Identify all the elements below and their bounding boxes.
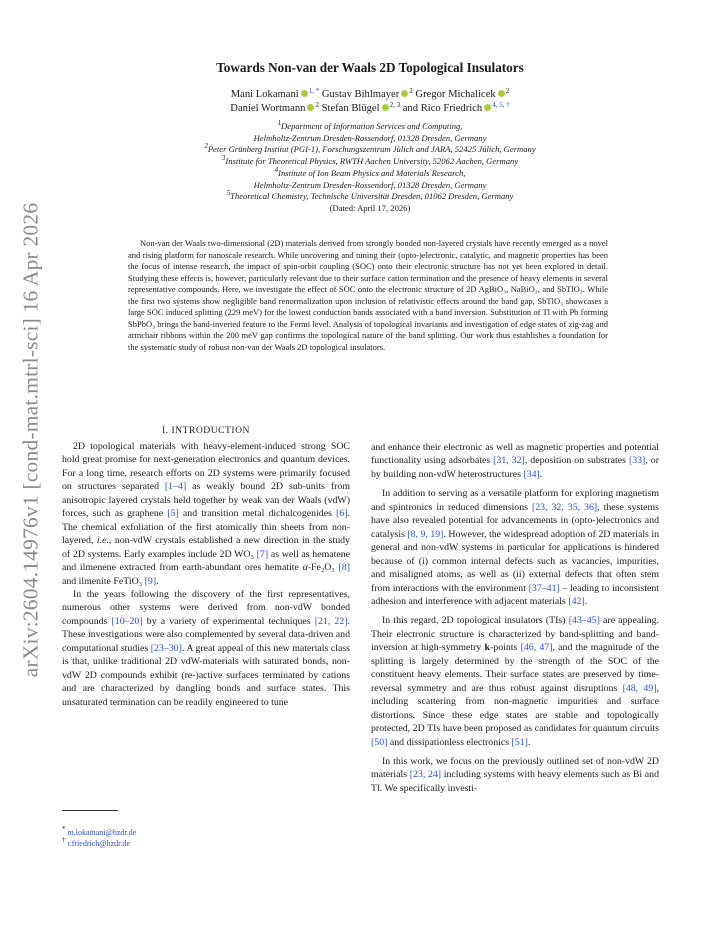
author-affiliation-mark: 2 [505,87,510,95]
affiliation-line: $^5$Theoretical Chemistry, Technische Universität Dresden, 01062 Dresden, Germany [226,189,514,202]
orcid-icon[interactable] [401,90,408,97]
citation-link[interactable]: [42] [568,595,585,607]
citation-link[interactable]: [34] [523,468,540,480]
paragraph: In this regard, 2D topological insulators (TIs) [43–45] are appealing. Their electronic structure is characterized by band-splitting and band-inversion at high-symmetry k-points [46, 47], and the magnitude of the splitting is largely determined by the strength of the SOC of the constituent heavy elements. Their surface states are preserved by time-reversal symmetry and are thus robust against disruptions [48, 49], including scattering from non-magnetic impurities and surface distortions. Since these edge states are stable and topologically protected, 2D TIs have been proposed as candidates for quantum circuits [50] and dissipationless electronics [51]. [371,615,660,748]
author-affiliation-mark: 2 [409,87,413,95]
orcid-icon[interactable] [382,104,389,111]
author-affiliation-mark: 2 [315,100,319,109]
citation-link[interactable]: [8] [338,562,350,574]
paper-title: Towards Non-van der Waals 2D Topological Insulators [216,60,524,75]
orcid-icon[interactable] [484,104,491,111]
arxiv-identifier: arXiv:2604.14976v1 [cond-mat.mtrl-sci] 16 Apr 2026 [18,202,43,678]
author-name: Rico Friedrich [420,102,483,114]
orcid-icon[interactable] [307,104,314,111]
citation-link[interactable]: [37–41] [528,582,560,594]
author-name: Stefan Blügel [321,102,380,114]
paragraph: In addition to serving as a versatile platform for exploring magnetism and spintronics in reduced dimensions [23, 32, 35, 36], these systems have also revealed potential for advancements in (opto-)electronics and catalysis [8, 9, 19]. However, the widespread adoption of 2D materials in general and non-vdW systems in particular for applications is hindered because of (i) common internal defects such as vacancies, impurities, and misaligned atoms, as well as (ii) external defects that often stem from interactions with the environment [37–41] – leading to inconsistent adhesion and interference with adjacent materials [42]. [371,488,660,607]
affiliation-list [80,121,660,215]
citation-link[interactable]: [50] [371,736,388,748]
citation-link[interactable]: [9] [144,575,157,587]
paragraph: In the years following the discovery of the first representatives, numerous other systems were derived from non-vdW bonded compounds [10–20] by a variety of experimental techniques [21, 22]. These investigations were also complemented by several data-driven and computational studies [23–30]. A great appeal of this new materials class is that, unlike traditional 2D vdW-materials with saturated bonds, non-vdW 2D compounds exhibit (re-)active surfaces terminated by cations and are characterized by dangling bonds and surface states. This unsaturated termination can be readily engineered to tune [62,588,351,708]
affiliation-line: Helmholtz-Zentrum Dresden-Rossendorf, 01328 Dresden, Germany [253,132,487,143]
citation-link[interactable]: [7] [256,548,269,560]
author-conjunction: and [402,102,419,114]
author-name: Daniel Wortmann [230,102,306,114]
affiliation-line: $^1$Department of Information Services and Computing, [277,119,463,131]
paragraph: and enhance their electronic as well as magnetic properties and potential functionality using adsorbates [31, 32], deposition on substrates [33], or by building non-vdW heterostructures [34]. [371,442,659,480]
footnote-rule [62,810,118,811]
author-list [80,88,660,115]
citation-link[interactable]: [46, 47] [520,642,553,654]
arxiv-sidebar-stamp [16,202,46,678]
citation-link[interactable]: [33] [628,455,646,467]
affiliation-line: $^3$Institute for Theoretical Physics, RWTH Aachen University, 52062 Aachen, Germany [221,154,519,167]
footnote-1: * m.lokamani@hzdr.de [62,825,137,837]
citation-link[interactable]: [21, 22] [314,615,348,627]
abstract: Non-van der Waals two-dimensional (2D) materials derived from strongly bonded non-layered crystals have recently emerged as a novel and rising platform for nanoscale research. While uncovering and tuning their (opto-)electronic, catalytic, and magnetic properties has been the focus of intense research, the impact of spin-orbit coupling (SOC) onto their electronic structure has not yet been explored in detail. Studying these effects is, however, particularly relevant due to their surface cation termination and the presence of heavy elements in several representative compounds. Here, we investigate the effect of SOC onto the electronic structure of 2D AgBiO₃, NaBiO₃, and SbTlO₃. While the first two systems show negligible band renormalization upon inclusion of relativistic effects around the band gap, SbTlO₃ showcases a large SOC induced splitting (229 meV) for the lowest conduction bands associated with a band inversion. Substitution of Tl with Pb forming SbPbO₃ brings the band-inverted feature to the Fermi level. Analysis of topological invariants and investigation of edge states of zig-zag and armchair ribbons within the 200 meV gap confirms the topological nature of the band splitting. Our work thus establishes a foundation for the systematic study of robust non-van der Waals 2D topological insulators. [128,238,608,352]
orcid-icon[interactable] [498,90,505,97]
affiliation-line: $^2$Peter Grünberg Institut (PGI-1), Forschungszentrum Jülich and JARA, 52425 Jülich, Germany [204,142,536,155]
citation-link[interactable]: [51] [511,736,528,748]
citation-link[interactable]: [10–20] [111,615,143,627]
citation-link[interactable]: [23–30] [150,642,182,654]
right-column [371,441,659,795]
author-name: Gregor Michalicek [415,89,496,100]
footnotes [62,827,136,849]
citation-link[interactable]: [1–4] [164,481,187,493]
email-link[interactable]: r.friedrich@hzdr.de [67,839,130,848]
affiliation-line: $^4$Institute of Ion Beam Physics and Materials Research, [274,165,466,178]
affiliation-line: Helmholtz-Zentrum Dresden-Rossendorf, 01328 Dresden, Germany [253,179,487,190]
citation-link[interactable]: [43–45] [568,615,600,627]
left-column [62,440,350,709]
citation-link[interactable]: [31, 32] [493,455,525,467]
citation-link[interactable]: [23, 32, 35, 36] [531,501,598,513]
author-name: Mani Lokamani [230,89,299,100]
author-name: Gustav Bihlmayer [321,89,400,100]
paragraph: 2D topological materials with heavy-element-induced strong SOC hold great promise for next-generation electronics and quantum devices. For a long time, research efforts on 2D systems were primarily focused on structures separated [1–4] as weakly bound 2D sub-units from anisotropic layered crystals held together by weak van der Waals (vdW) forces, such as graphene [5] and transition metal dichalcogenides [6]. The chemical exfoliation of the first atomically thin sheets from non-layered, i.e., non-vdW crystals established a new direction in the study of 2D systems. Early examples include 2D WO₃ [7] as well as hematene and ilmenene extracted from earth-abundant ores hematite α-Fe₂O₃ [8] and ilmenite FeTiO₃ [9]. [62,441,350,587]
dated-line: (Dated: April 17, 2026) [329,202,411,213]
orcid-icon[interactable] [301,90,308,97]
citation-link[interactable]: [6] [336,508,348,520]
section-heading-introduction: I. INTRODUCTION [162,425,250,436]
citation-link[interactable]: [48, 49] [622,682,657,694]
email-link[interactable]: m.lokamani@hzdr.de [67,828,137,837]
author-affiliation-mark: 2, 3 [389,100,401,109]
footnote-2: † r.friedrich@hzdr.de [62,836,130,848]
author-affiliation-mark[interactable]: 1, * [308,87,320,95]
citation-link[interactable]: [8, 9, 19] [407,528,444,540]
citation-link[interactable]: [5] [167,508,179,520]
paragraph: In this work, we focus on the previously outlined set of non-vdW 2D materials [23, 24] including systems with heavy elements such as Bi and Tl. We specifically investi- [371,755,659,794]
author-affiliation-mark[interactable]: 4, 5, † [492,100,510,109]
citation-link[interactable]: [23, 24] [409,769,442,781]
